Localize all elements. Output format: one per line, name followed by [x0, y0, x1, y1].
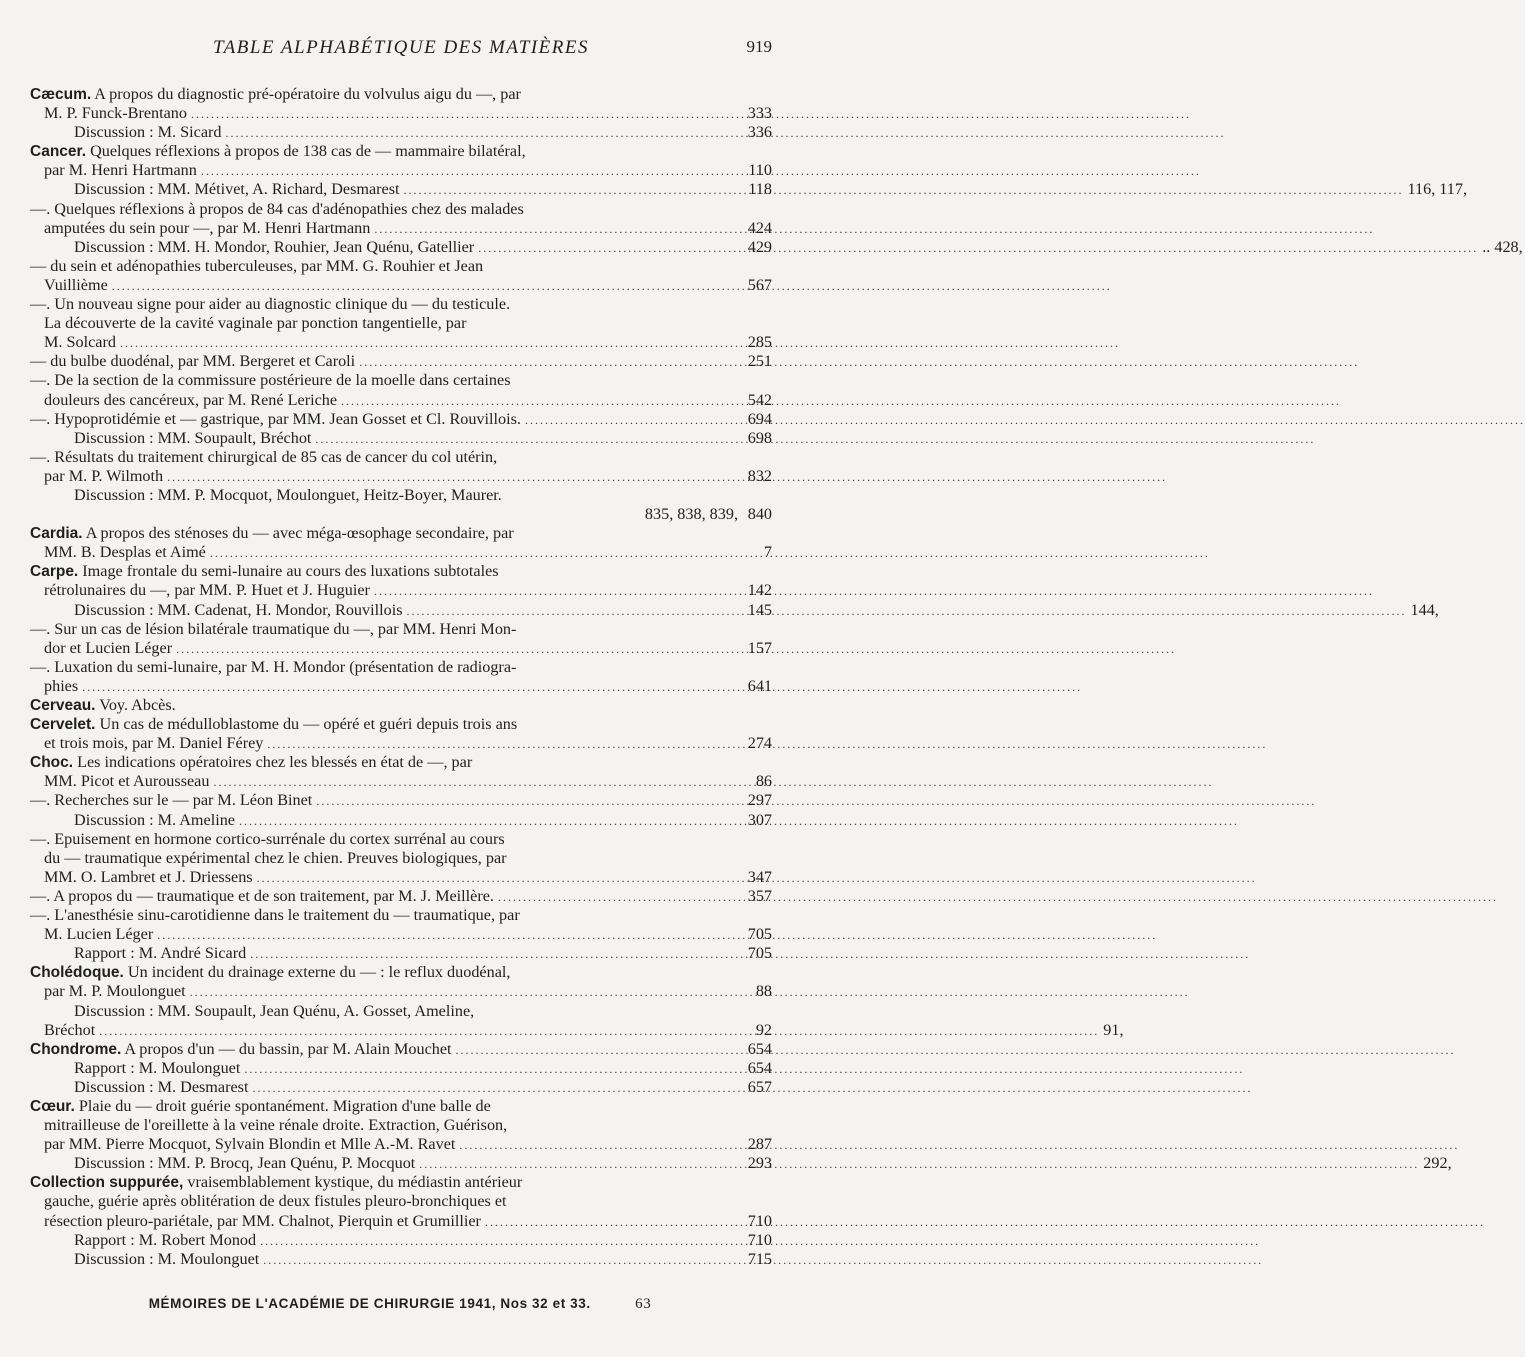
entry-text: par M. P. Wilmoth	[44, 466, 164, 485]
index-line	[30, 200, 738, 219]
index-line	[30, 715, 738, 734]
entry-text: du — traumatique expérimental chez le chien. Preuves biologiques, par	[44, 848, 507, 867]
entry-text: Discussion : M. Moulonguet	[74, 1249, 260, 1268]
page-reference: 145	[747, 600, 772, 619]
extra-pages: 116, 117,	[1407, 180, 1468, 199]
leader-dots	[525, 411, 1525, 430]
entry-text: Bréchot	[44, 1020, 96, 1039]
entry-text: Un incident du drainage externe du — : le reflux duodénal,	[123, 963, 511, 982]
entry-text: phies	[44, 676, 79, 695]
entry-text: Quelques réflexions à propos de 138 cas de — mammaire bilatéral,	[86, 142, 526, 161]
entry-heading: Choc.	[30, 754, 74, 772]
entry-text: Un cas de médulloblastome du — opéré et guéri depuis trois ans	[95, 715, 518, 734]
entry-text: rétrolunaires du —, par MM. P. Huet et J. Huguier	[44, 581, 370, 600]
index-line	[30, 1116, 738, 1135]
index-entries	[30, 85, 1523, 1269]
entry-heading: Cæcum.	[30, 86, 92, 103]
index-line	[30, 371, 738, 390]
page-reference: 429	[747, 237, 772, 256]
page-reference: 357	[747, 886, 772, 905]
entry-text: résection pleuro-pariétale, par MM. Chalnot, Pierquin et Grumillier	[44, 1211, 481, 1230]
page-reference: 705	[747, 944, 772, 963]
entry-text: par M. P. Moulonguet	[44, 982, 186, 1001]
index-line	[30, 658, 738, 677]
entry-text: —. Recherches sur le — par M. Léon Binet	[30, 791, 313, 810]
index-line	[30, 390, 772, 410]
entry-text: Discussion : MM. Soupault, Bréchot	[74, 428, 312, 447]
entry-heading: Collection suppurée,	[30, 1174, 184, 1192]
index-line	[30, 944, 772, 963]
entry-text: mitrailleuse de l'oreillette à la veine rénale droite. Extraction, Guérison,	[44, 1116, 508, 1135]
index-line	[30, 123, 772, 142]
index-line	[30, 314, 738, 333]
entry-text: Voy. Abcès.	[95, 696, 176, 714]
entry-text: Rapport : M. Robert Monod	[74, 1230, 257, 1249]
page-reference: 698	[747, 428, 772, 447]
entry-text: —. L'anesthésie sinu-carotidienne dans le traitement du — traumatique, par	[30, 906, 520, 925]
index-line	[30, 409, 772, 429]
entry-heading: Cerveau.	[30, 697, 96, 714]
entry-text: —. Quelques réflexions à propos de 84 cas d'adénopathies chez des malades	[30, 199, 524, 218]
leader-dots	[407, 602, 1407, 621]
page-reference: 333	[747, 104, 772, 123]
index-line	[30, 600, 1439, 620]
page-reference: 705	[747, 925, 772, 944]
index-line	[30, 466, 772, 486]
page-footer	[0, 1296, 800, 1313]
entry-heading: Carpe.	[30, 563, 79, 581]
index-line	[30, 1135, 772, 1154]
entry-text: Image frontale du semi-lunaire au cours des luxations subtotales	[78, 562, 499, 581]
entry-text: —. Résultats du traitement chirurgical de 85 cas de cancer du col utérin,	[30, 447, 498, 466]
index-line	[30, 1154, 1452, 1173]
index-line	[30, 906, 738, 925]
entry-text: —. Sur un cas de lésion bilatérale traumatique du —, par MM. Henri Mon-	[30, 619, 517, 638]
entry-text: —. A propos du — traumatique et de son traitement, par M. J. Meillère.	[30, 886, 494, 905]
index-line	[30, 505, 772, 524]
page-reference: 293	[747, 1154, 772, 1173]
leader-dots	[374, 220, 1374, 239]
leader-dots	[315, 430, 1315, 449]
index-line	[30, 161, 772, 180]
entry-text: A propos des sténoses du — avec méga-œsophage secondaire, par	[82, 524, 514, 543]
index-line	[30, 581, 772, 600]
page-reference: 88	[755, 982, 772, 1001]
page-reference: 92	[755, 1020, 772, 1039]
entry-text: —. Epuisement en hormone cortico-surrénale du cortex surrénal au cours	[30, 829, 505, 848]
index-line	[30, 1039, 772, 1059]
extra-pages: .. 428,	[1482, 237, 1523, 256]
entry-text: Discussion : MM. Métivet, A. Richard, Desmarest	[74, 180, 400, 199]
leader-dots	[459, 1136, 1459, 1155]
entry-text: Discussion : MM. P. Brocq, Jean Quénu, P. Mocquot	[74, 1154, 416, 1173]
entry-text: Discussion : M. Desmarest	[74, 1077, 249, 1096]
leader-dots	[419, 1155, 1419, 1174]
page-reference: 285	[747, 333, 772, 352]
entry-text: et trois mois, par M. Daniel Férey	[44, 734, 264, 753]
entry-text: vraisemblablement kystique, du médiastin antérieur	[183, 1173, 523, 1192]
entry-text: — du bulbe duodénal, par MM. Bergeret et Caroli	[30, 352, 356, 371]
leader-dots	[498, 888, 1498, 907]
leader-dots	[316, 792, 1316, 811]
entry-text: Vuillième	[44, 275, 108, 294]
entry-heading: Cardia.	[30, 525, 83, 543]
index-line	[30, 1192, 738, 1211]
index-line	[30, 696, 738, 715]
entry-text: —. Luxation du semi-lunaire, par M. H. Mondor (présentation de radiogra-	[30, 657, 517, 676]
page-reference: 287	[747, 1135, 772, 1154]
entry-text: Discussion : MM. Cadenat, H. Mondor, Rouvillois	[74, 600, 403, 619]
entry-text: Plaie du — droit guérie spontanément. Migration d'une balle de	[74, 1096, 491, 1115]
page-reference: 832	[747, 466, 772, 485]
index-line	[30, 275, 772, 295]
page-reference: 710	[747, 1211, 772, 1230]
entry-text: Discussion : MM. P. Mocquot, Moulonguet, Heitz-Boyer, Maurer.	[74, 485, 502, 504]
index-line	[30, 638, 772, 658]
entry-text: M. Lucien Léger	[44, 925, 154, 944]
index-line	[30, 524, 738, 543]
entry-text: —. De la section de la commissure postérieure de la moelle dans certaines	[30, 371, 511, 390]
leader-dots	[404, 181, 1404, 200]
entry-text: amputées du sein pour —, par M. Henri Hartmann	[44, 218, 371, 237]
page-reference: 110	[748, 161, 772, 180]
entry-text: par M. Henri Hartmann	[44, 161, 197, 180]
page-title: TABLE ALPHABÉTIQUE DES MATIÈRES	[213, 37, 589, 58]
index-line	[30, 295, 738, 314]
leader-dots	[478, 239, 1478, 258]
index-line	[30, 218, 772, 238]
leader-dots	[359, 353, 1359, 372]
leader-dots	[99, 1022, 1099, 1041]
index-line	[30, 867, 772, 887]
page-reference: 297	[747, 791, 772, 810]
entry-text: La découverte de la cavité vaginale par ponction tangentielle, par	[44, 314, 467, 333]
page-reference: 86	[755, 772, 772, 791]
leader-dots	[82, 678, 1082, 697]
page-reference: 542	[747, 390, 772, 409]
index-line	[30, 352, 772, 371]
entry-text: —. Hypoprotidémie et — gastrique, par MM. Jean Gosset et Cl. Rouvillois.	[30, 409, 521, 428]
index-line	[30, 85, 738, 104]
page-reference: 118	[748, 180, 772, 199]
entry-text: MM. Picot et Aurousseau	[44, 772, 210, 791]
leader-dots	[190, 983, 1190, 1002]
page-reference: 7	[763, 543, 772, 562]
running-header	[30, 37, 772, 61]
page-reference: 157	[747, 638, 772, 657]
page-reference: 424	[747, 218, 772, 237]
index-line	[30, 1077, 772, 1097]
index-line	[30, 257, 738, 276]
leader-dots	[485, 1213, 1485, 1232]
page-reference: 657	[747, 1077, 772, 1096]
leader-dots	[112, 277, 1112, 296]
index-line	[30, 1020, 1124, 1040]
index-line	[30, 1173, 738, 1192]
page-reference: 567	[747, 275, 772, 294]
index-line	[30, 982, 772, 1001]
page-reference: 654	[747, 1058, 772, 1077]
index-line	[30, 562, 738, 581]
page-reference: 142	[747, 581, 772, 600]
extra-pages: 91,	[1103, 1020, 1124, 1039]
index-line	[30, 1097, 738, 1116]
page-reference: 336	[747, 123, 772, 142]
index-line	[30, 753, 738, 772]
entry-heading: Cholédoque.	[30, 964, 124, 982]
leader-dots	[120, 334, 1120, 353]
leader-dots	[213, 773, 1213, 792]
entry-text: A propos du diagnostic pré-opératoire du volvulus aigu du —, par	[91, 85, 521, 103]
leader-dots	[201, 162, 1201, 181]
index-line	[30, 1002, 738, 1021]
entry-heading: Cœur.	[30, 1097, 75, 1115]
index-line	[30, 849, 738, 868]
leader-dots	[456, 1041, 1456, 1060]
index-line	[30, 104, 772, 123]
leader-dots	[157, 926, 1157, 945]
page-reference: 840	[747, 505, 772, 524]
entry-text: M. Solcard	[44, 333, 116, 352]
page-reference: 641	[747, 676, 772, 695]
entry-text: —. Un nouveau signe pour aider au diagnostic clinique du — du testicule.	[30, 295, 511, 314]
extra-pages: 292,	[1423, 1154, 1452, 1173]
index-line	[30, 734, 772, 753]
entry-text: MM. O. Lambret et J. Driessens	[44, 867, 253, 886]
index-line	[30, 1230, 772, 1250]
entry-heading: Cancer.	[30, 143, 87, 161]
entry-text: Discussion : M. Ameline	[74, 810, 235, 829]
index-line	[30, 620, 738, 639]
page-reference: 251	[747, 352, 772, 371]
index-line	[30, 448, 738, 467]
index-line	[30, 180, 1468, 199]
leader-dots	[341, 392, 1341, 411]
index-line	[30, 791, 772, 810]
extra-pages: 835, 838, 839,	[644, 505, 738, 524]
index-line	[30, 543, 772, 562]
page-reference: 654	[747, 1039, 772, 1058]
entry-text: MM. B. Desplas et Aimé	[44, 543, 206, 562]
header-page-number: 919	[746, 37, 772, 56]
entry-text: Rapport : M. Moulonguet	[74, 1058, 241, 1077]
index-line	[30, 772, 772, 791]
page-reference: 710	[747, 1230, 772, 1249]
entry-text: — du sein et adénopathies tuberculeuses, par MM. G. Rouhier et Jean	[30, 256, 484, 275]
entry-text: A propos d'un — du bassin, par M. Alain Mouchet	[121, 1039, 452, 1058]
index-line	[30, 676, 772, 696]
entry-heading: Cervelet.	[30, 716, 96, 734]
extra-pages: 144,	[1410, 600, 1439, 619]
leader-dots	[374, 582, 1374, 601]
entry-heading: Chondrome.	[30, 1040, 122, 1058]
index-line	[30, 810, 772, 830]
page-reference: 274	[747, 734, 772, 753]
entry-text: Discussion : M. Sicard	[74, 123, 222, 142]
index-line	[30, 1058, 772, 1078]
page-reference: 694	[747, 409, 772, 428]
footer-page-number: 63	[635, 1296, 652, 1312]
index-line	[30, 237, 1523, 257]
entry-text: Discussion : MM. H. Mondor, Rouhier, Jean Quénu, Gatellier	[74, 237, 475, 256]
index-line	[30, 142, 738, 161]
entry-text: Discussion : MM. Soupault, Jean Quénu, A. Gosset, Ameline,	[74, 1001, 475, 1020]
entry-text: M. P. Funck-Brentano	[44, 104, 187, 123]
page-reference: 307	[747, 810, 772, 829]
entry-text: gauche, guérie après oblitération de deux fistules pleuro-bronchiques et	[44, 1192, 507, 1211]
index-line	[30, 963, 738, 982]
index-line	[30, 830, 738, 849]
index-line	[30, 1249, 772, 1269]
leader-dots	[210, 544, 1210, 563]
leader-dots	[225, 124, 1225, 143]
footer-journal: MÉMOIRES DE L'ACADÉMIE DE CHIRURGIE 1941, Nos 32 et 33.	[148, 1296, 591, 1311]
entry-text: douleurs des cancéreux, par M. René Leriche	[44, 390, 338, 409]
page-reference: 347	[747, 867, 772, 886]
index-line	[30, 428, 772, 448]
index-line	[30, 333, 772, 352]
leader-dots	[191, 105, 1191, 124]
entry-text: Les indications opératoires chez les blessés en état de —, par	[73, 753, 473, 772]
entry-text: Rapport : M. André Sicard	[74, 944, 247, 963]
entry-text: dor et Lucien Léger	[44, 638, 173, 657]
leader-dots	[167, 468, 1167, 487]
index-line	[30, 1211, 772, 1231]
page-reference: 715	[747, 1249, 772, 1268]
leader-dots	[176, 640, 1176, 659]
index-line	[30, 925, 772, 944]
index-line	[30, 486, 738, 505]
entry-text: par MM. Pierre Mocquot, Sylvain Blondin et Mlle A.-M. Ravet	[44, 1135, 456, 1154]
index-line	[30, 886, 772, 906]
